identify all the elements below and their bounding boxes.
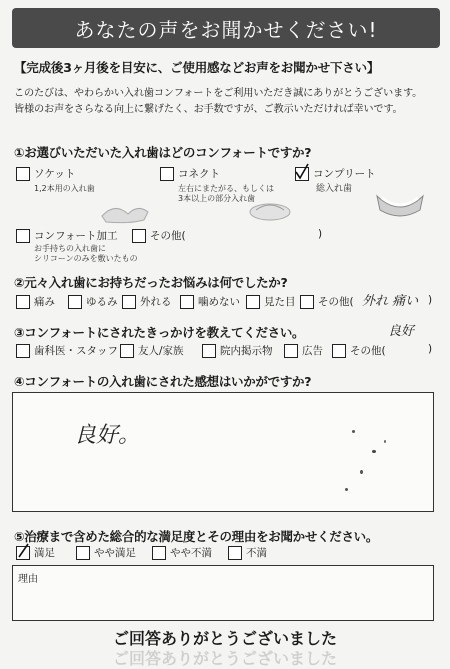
q2-other-close: ) (428, 294, 433, 306)
q2-handwritten-answer: 外れ 痛い (362, 294, 419, 309)
checkbox[interactable] (300, 295, 314, 309)
q2-option[interactable] (16, 294, 55, 309)
q3-option[interactable] (202, 343, 273, 358)
connect-denture-image (246, 198, 294, 224)
checkbox[interactable] (16, 295, 30, 309)
q1-option-comfort-processing[interactable] (16, 228, 117, 243)
q2-option[interactable] (246, 294, 296, 309)
checkbox[interactable] (122, 295, 136, 309)
checkbox[interactable] (160, 167, 174, 181)
option-label: 満足 (34, 547, 55, 559)
option-label: 外れる (140, 296, 172, 308)
q3-option[interactable] (16, 343, 118, 358)
q4-title: ④コンフォートの入れ歯にされた感想はいかがですか? (14, 374, 312, 389)
q5-title: ⑤治療まで含めた総合的な満足度とその理由をお聞かせください。 (14, 529, 379, 544)
checkbox[interactable] (180, 295, 194, 309)
partial-denture-image (100, 198, 150, 228)
option-note: 総入れ歯 (316, 184, 353, 194)
q2-option[interactable] (68, 294, 118, 309)
option-label: 広告 (302, 345, 323, 357)
checkbox-checked[interactable] (295, 167, 309, 181)
q1-title: ①お選びいただいた入れ歯はどのコンフォートですか? (14, 145, 312, 160)
checkbox[interactable] (120, 344, 134, 358)
q3-option[interactable] (284, 343, 323, 358)
survey-title: あなたの声をお聞かせください! (12, 8, 440, 48)
q3-handwritten-answer: 良好 (388, 324, 415, 339)
q5-option-satisfied[interactable] (16, 545, 55, 560)
check-mark-icon (16, 543, 32, 561)
smudge (345, 488, 348, 491)
option-label: やや満足 (94, 547, 136, 559)
q4-answer-box[interactable] (12, 392, 434, 512)
q1-other-close: ) (318, 228, 323, 240)
survey-subtitle: 【完成後3ヶ月後を目安に、ご使用感などお声をお聞かせ下さい】 (14, 60, 380, 75)
checkbox[interactable] (228, 546, 242, 560)
option-label: 噛めない (198, 296, 240, 308)
q2-option[interactable] (122, 294, 172, 309)
option-note: お手持ちの入れ歯に シリコーンのみを敷いたもの (34, 244, 138, 263)
checkbox[interactable] (284, 344, 298, 358)
checkbox[interactable] (16, 167, 30, 181)
intro-line-1: このたびは、やわらかい入れ歯コンフォートをご利用いただき誠にありがとうございます。 (14, 88, 423, 99)
option-label: その他( (150, 230, 186, 242)
intro-line-2: 皆様のお声をさらなる向上に繋げたく、お手数ですが、ご教示いただければ幸いです。 (14, 104, 403, 115)
thank-you-shadow: ご回答ありがとうございました (112, 649, 337, 668)
option-label: やや不満 (170, 547, 212, 559)
reason-label: 理由 (18, 574, 38, 585)
q1-option-connect[interactable] (160, 166, 220, 181)
checkbox[interactable] (16, 344, 30, 358)
q1-option-complete[interactable] (295, 166, 376, 181)
option-label: コンプリート (313, 168, 376, 180)
option-label: 不満 (246, 547, 267, 559)
option-label: ソケット (34, 168, 76, 180)
checkbox[interactable] (68, 295, 82, 309)
option-note: 1,2本用の入れ歯 (34, 184, 95, 193)
q5-option[interactable] (228, 545, 267, 560)
option-label: その他( (318, 296, 354, 308)
option-label: 歯科医・スタッフ (34, 345, 118, 357)
option-label: ゆるみ (86, 296, 118, 308)
checkbox[interactable] (152, 546, 166, 560)
checkbox[interactable] (246, 295, 260, 309)
option-label: 見た目 (264, 296, 296, 308)
option-label: コンフォート加工 (34, 230, 118, 242)
q2-title: ②元々入れ歯にお持ちだったお悩みは何でしたか? (14, 275, 288, 290)
q3-other-close: ) (428, 343, 433, 355)
q5-reason-box[interactable] (12, 565, 434, 621)
checkbox[interactable] (76, 546, 90, 560)
q2-option-other[interactable] (300, 294, 354, 309)
checkbox[interactable] (332, 344, 346, 358)
smudge (352, 430, 355, 433)
q3-title: ③コンフォートにされたきっかけを教えてください。 (14, 325, 305, 340)
smudge (372, 450, 376, 453)
q5-option[interactable] (76, 545, 136, 560)
checkbox[interactable] (132, 229, 146, 243)
smudge (360, 470, 363, 474)
q1-option-other[interactable] (132, 228, 186, 243)
complete-denture-image (374, 188, 426, 220)
checkbox-checked[interactable] (16, 546, 30, 560)
checkbox[interactable] (16, 229, 30, 243)
option-label: コネクト (178, 168, 220, 180)
option-label: 院内掲示物 (220, 345, 273, 357)
smudge (384, 440, 386, 443)
q3-option[interactable] (120, 343, 184, 358)
q2-option[interactable] (180, 294, 240, 309)
q4-handwritten-answer: 良好。 (74, 423, 141, 448)
q3-option-other[interactable] (332, 343, 386, 358)
option-note: 左右にまたがる、もしくは 3本以上の部分入れ歯 (178, 184, 274, 203)
thank-you-message: ご回答ありがとうございました (112, 629, 337, 648)
q1-option-socket[interactable] (16, 166, 75, 181)
option-label: 友人/家族 (138, 345, 184, 357)
check-mark-icon (294, 163, 310, 181)
checkbox[interactable] (202, 344, 216, 358)
option-label: その他( (350, 345, 386, 357)
option-label: 痛み (34, 296, 55, 308)
q5-option[interactable] (152, 545, 212, 560)
